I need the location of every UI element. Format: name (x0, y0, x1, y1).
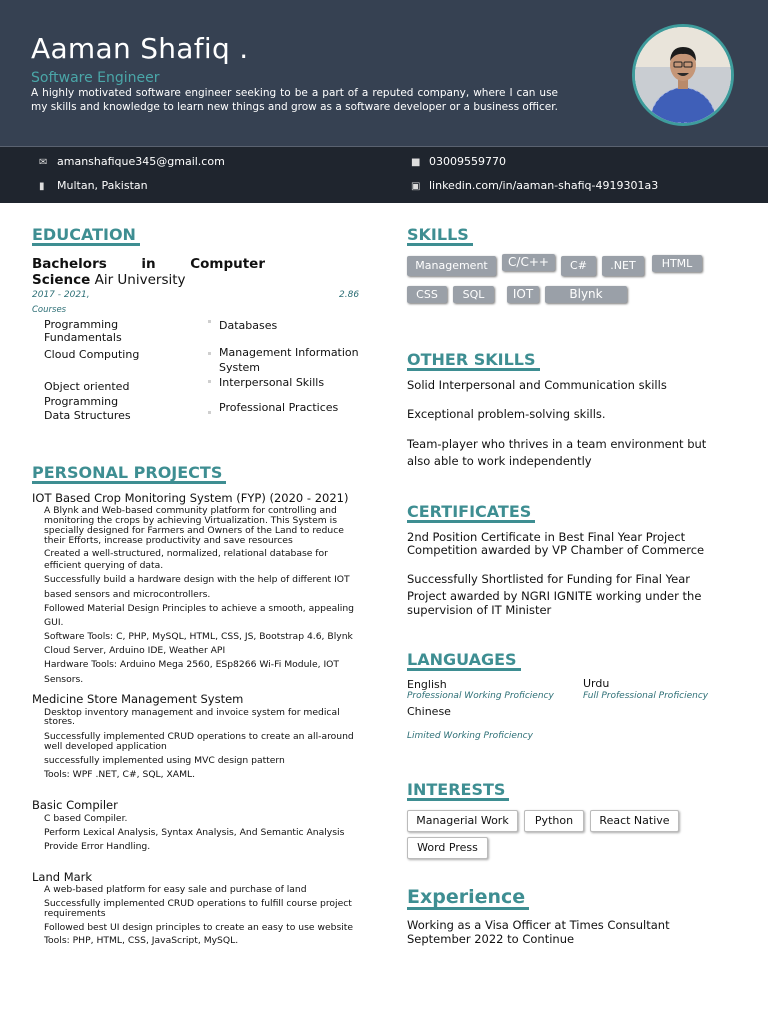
experience-line: September 2022 to Continue (407, 932, 575, 946)
degree-word-1: Bachelors (32, 256, 107, 272)
project-line: Created a well-structured, normalized, relational database for (44, 548, 328, 559)
skill-tag: CSS (407, 286, 447, 303)
skill-tag: Management (407, 256, 496, 276)
email-item[interactable] (39, 155, 225, 168)
course-item: Professional Practices (219, 401, 339, 414)
bullet-icon (208, 411, 211, 414)
linkedin-text: linkedin.com/in/aaman-shafiq-4919301a3 (429, 179, 659, 192)
linkedin-item[interactable] (411, 179, 658, 192)
skill-tag: HTML (652, 255, 702, 272)
courses-label: Courses (32, 305, 67, 315)
project-line: A web-based platform for easy sale and purchase of land (44, 884, 307, 895)
project-line: efficient querying of data. (44, 560, 164, 571)
other-skill-item: Team-player who thrives in a team environment but (407, 437, 707, 451)
course-item: Object oriented Programming (44, 380, 130, 408)
language-name: Chinese (407, 705, 451, 718)
certificate-line: Competition awarded by VP Chamber of Commerce (407, 543, 705, 557)
project-line: Hardware Tools: Arduino Mega 2560, ESp8266 Wi-Fi Module, IOT (44, 659, 339, 670)
bullet-icon (208, 320, 211, 323)
linkedin-icon: ▣ (411, 181, 421, 192)
course-item: Databases (219, 319, 278, 332)
location-text: Multan, Pakistan (57, 179, 148, 192)
project-line: well developed application (44, 741, 167, 752)
project-line: based sensors and microcontrollers. (44, 589, 211, 600)
other-skill-item: Exceptional problem-solving skills. (407, 407, 606, 421)
project-line: stores. (44, 716, 75, 727)
project-line: GUI. (44, 617, 64, 628)
person-avatar-icon (635, 27, 731, 123)
project-line: Provide Error Handling. (44, 841, 151, 852)
certificate-line: 2nd Position Certificate in Best Final Year Project (407, 530, 686, 544)
course-item: Data Structures (44, 409, 131, 422)
certificate-line: Project awarded by NGRI IGNITE working under the (407, 589, 702, 603)
location-item (39, 179, 148, 192)
course-item: Management Information System (219, 346, 359, 374)
project-line: Tools: PHP, HTML, CSS, JavaScript, MySQL. (44, 935, 239, 946)
skill-tag: .NET (602, 256, 644, 276)
project-line: A Blynk and Web-based community platform for controlling and (44, 505, 337, 516)
skill-tag: C# (561, 256, 596, 276)
candidate-name: Aaman Shafiq . (31, 32, 249, 65)
skills-heading: SKILLS (407, 226, 473, 246)
experience-heading: Experience (407, 887, 529, 910)
project-line: monitoring the crops by achieving Virtualization. This System is (44, 515, 338, 526)
interest-tag: Python (524, 810, 584, 832)
education-heading: EDUCATION (32, 226, 140, 246)
certificates-heading: CERTIFICATES (407, 503, 535, 523)
project-line: Followed Material Design Principles to achieve a smooth, appealing (44, 603, 354, 614)
project-title: Medicine Store Management System (32, 692, 244, 706)
skill-tag: IOT (507, 286, 539, 303)
language-level: Limited Working Proficiency (407, 731, 533, 741)
project-line: requirements (44, 908, 106, 919)
education-years: 2017 - 2021, (32, 290, 90, 300)
project-line: Software Tools: C, PHP, MySQL, HTML, CSS, JS, Bootstrap 4.6, Blynk (44, 631, 353, 642)
course-item: Cloud Computing (44, 348, 140, 361)
project-title: IOT Based Crop Monitoring System (FYP) (2020 - 2021) (32, 491, 349, 505)
language-level: Professional Working Proficiency (407, 691, 554, 701)
other-skills-heading: OTHER SKILLS (407, 351, 540, 371)
project-line: Perform Lexical Analysis, Syntax Analysis, And Semantic Analysis (44, 827, 345, 838)
project-line: C based Compiler. (44, 813, 128, 824)
project-line: successfully implemented using MVC design pattern (44, 755, 285, 766)
degree-word-2: in (141, 256, 156, 272)
other-skill-item: also able to work independently (407, 454, 592, 468)
project-line: Successfully build a hardware design with the help of different IOT (44, 574, 350, 585)
skill-tag: Blynk (545, 286, 627, 303)
profile-photo (632, 24, 734, 126)
profile-summary: A highly motivated software engineer seeking to be a part of a reputed company, where I can use my skills and knowledge to learn new things and grow as a software developer or a business officer. (31, 87, 558, 113)
project-line: Desktop inventory management and invoice system for medical (44, 707, 340, 718)
language-level: Full Professional Proficiency (583, 691, 709, 701)
project-line: Successfully implemented CRUD operations to fulfill course project (44, 898, 352, 909)
interests-heading: INTERESTS (407, 781, 509, 801)
languages-heading: LANGUAGES (407, 651, 521, 671)
skill-tag: C/C++ (502, 254, 555, 271)
interest-tag: Managerial Work (407, 810, 518, 832)
envelope-icon: ✉ (39, 157, 48, 168)
project-title: Basic Compiler (32, 798, 118, 812)
course-item: Interpersonal Skills (219, 376, 325, 389)
skill-tag: SQL (453, 286, 494, 303)
interest-tag: Word Press (407, 837, 488, 859)
project-line: their Efforts, increase productivity and save resources (44, 535, 293, 546)
project-line: Followed best UI design principles to create an easy to use website (44, 922, 354, 933)
contact-bar (0, 146, 768, 203)
projects-heading: PERSONAL PROJECTS (32, 464, 226, 484)
language-name: English (407, 678, 447, 691)
education-gpa: 2.86 (339, 290, 360, 300)
interest-tag: React Native (590, 810, 679, 832)
degree-line (32, 256, 265, 272)
bullet-icon (208, 380, 211, 383)
project-line: specially designed for Farmers and Owners of the Land to reduce (44, 525, 344, 536)
phone-icon: ■ (411, 157, 421, 168)
bullet-icon (208, 352, 211, 355)
location-pin-icon: ▮ (39, 181, 45, 192)
language-name: Urdu (583, 677, 610, 690)
phone-text: 03009559770 (429, 155, 506, 168)
certificate-line: supervision of IT Minister (407, 603, 552, 617)
degree-word-3: Computer (190, 256, 265, 272)
project-line: Tools: WPF .NET, C#, SQL, XAML. (44, 769, 196, 780)
project-line: Successfully implemented CRUD operations to create an all-around (44, 731, 354, 742)
project-line: Cloud Server, Arduino IDE, Weather API (44, 645, 226, 656)
certificate-line: Successfully Shortlisted for Funding for Final Year (407, 572, 691, 586)
email-text: amanshafique345@gmail.com (57, 155, 225, 168)
degree-science: Science (32, 272, 91, 288)
job-title: Software Engineer (31, 70, 160, 86)
course-item: Programming Fundamentals (44, 318, 122, 344)
university-name: Air University (94, 272, 186, 288)
experience-line: Working as a Visa Officer at Times Consultant (407, 918, 670, 932)
resume-header (0, 0, 768, 146)
project-line: Sensors. (44, 674, 84, 685)
degree-line-2 (32, 272, 186, 288)
other-skill-item: Solid Interpersonal and Communication skills (407, 378, 667, 392)
project-title: Land Mark (32, 870, 93, 884)
phone-item[interactable] (411, 155, 506, 168)
